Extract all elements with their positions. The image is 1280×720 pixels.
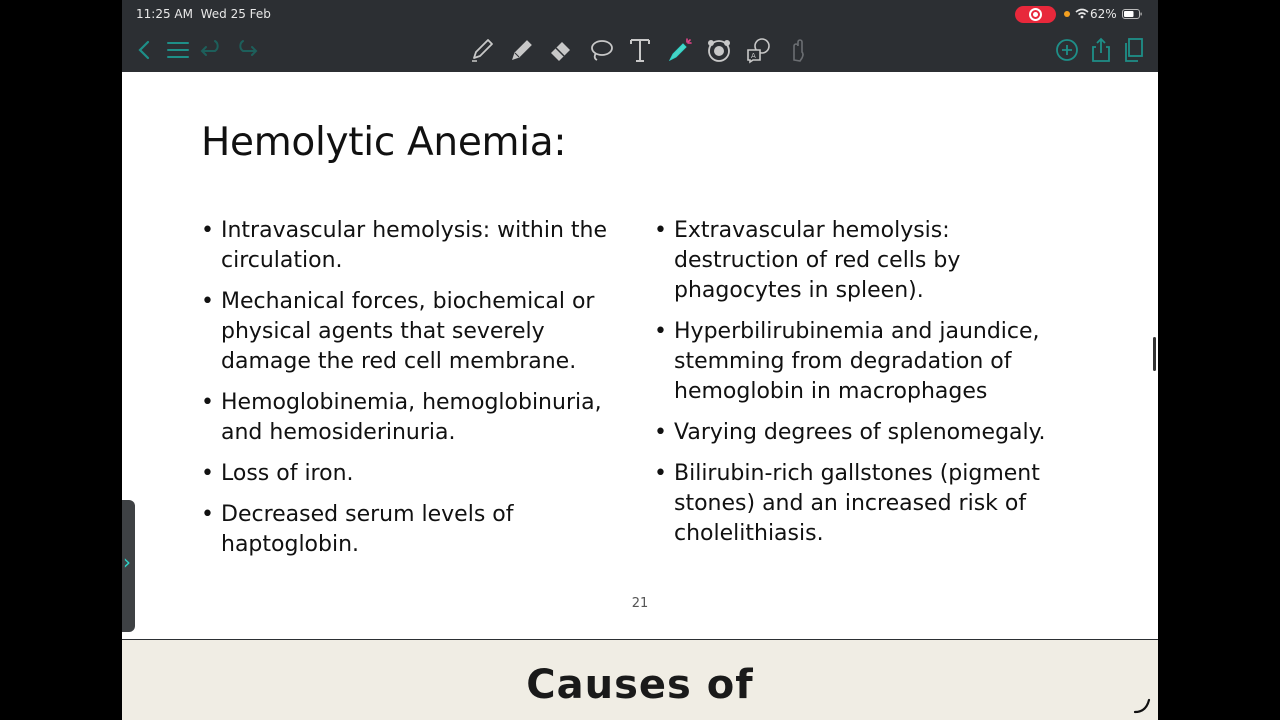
- screen-record-icon[interactable]: [1015, 6, 1056, 23]
- back-icon[interactable]: [130, 36, 158, 64]
- list-item: • Hemoglobinemia, hemoglobinuria, and hemosiderinuria.: [201, 388, 631, 448]
- status-time-date: [136, 7, 271, 21]
- wifi-icon: [1075, 8, 1089, 19]
- add-page-icon[interactable]: [1053, 36, 1081, 64]
- list-item: • Hyperbilirubinemia and jaundice, stemming from degradation of hemoglobin in macrophages: [654, 317, 1074, 407]
- hand-icon[interactable]: [784, 36, 812, 64]
- left-bullet-list: [201, 216, 631, 571]
- redo-icon[interactable]: [232, 36, 260, 64]
- share-icon[interactable]: [1087, 36, 1115, 64]
- list-item: • Intravascular hemolysis: within the circulation.: [201, 216, 631, 276]
- menu-icon[interactable]: [164, 36, 192, 64]
- app-screen: [122, 0, 1158, 720]
- list-item: • Decreased serum levels of haptoglobin.: [201, 500, 631, 560]
- page-number: 21: [631, 596, 649, 611]
- laser-pointer-icon[interactable]: [666, 36, 694, 64]
- right-bullet-list: [654, 216, 1074, 560]
- resize-handle-icon[interactable]: [1132, 694, 1152, 714]
- toolbar: [122, 28, 1158, 72]
- sidebar-toggle-handle[interactable]: [122, 500, 135, 632]
- list-item: • Loss of iron.: [201, 459, 631, 489]
- eraser-icon[interactable]: [547, 36, 575, 64]
- pencil-icon[interactable]: [508, 36, 536, 64]
- list-item: • Bilirubin-rich gallstones (pigment stones) and an increased risk of cholelithiasis.: [654, 459, 1074, 549]
- scroll-indicator[interactable]: [1153, 337, 1156, 371]
- lasso-icon[interactable]: [587, 36, 615, 64]
- svg-text:A: A: [751, 52, 756, 60]
- status-bar: [122, 0, 1158, 28]
- slide-title: Hemolytic Anemia:: [201, 120, 567, 165]
- privacy-indicator-icon: [1064, 11, 1070, 17]
- pen-icon[interactable]: [468, 36, 496, 64]
- text-icon[interactable]: [626, 36, 654, 64]
- list-item: • Extravascular hemolysis: destruction of red cells by phagocytes in spleen).: [654, 216, 1074, 306]
- sticker-icon[interactable]: [705, 36, 733, 64]
- slide-page[interactable]: [122, 72, 1158, 639]
- status-time: 11:25 AM: [136, 7, 193, 21]
- next-slide-preview[interactable]: [122, 640, 1158, 720]
- status-date: Wed 25 Feb: [200, 7, 271, 21]
- list-item: • Mechanical forces, biochemical or physical agents that severely damage the red cell membrane.: [201, 287, 631, 377]
- chevron-right-icon: ›: [123, 550, 131, 574]
- next-slide-title: Causes of: [526, 662, 754, 708]
- battery-icon: [1122, 9, 1142, 19]
- pages-icon[interactable]: [1120, 36, 1148, 64]
- list-item: • Varying degrees of splenomegaly.: [654, 418, 1074, 448]
- battery-level: 62%: [1090, 7, 1117, 21]
- undo-icon[interactable]: [198, 36, 226, 64]
- translate-icon[interactable]: [744, 36, 772, 64]
